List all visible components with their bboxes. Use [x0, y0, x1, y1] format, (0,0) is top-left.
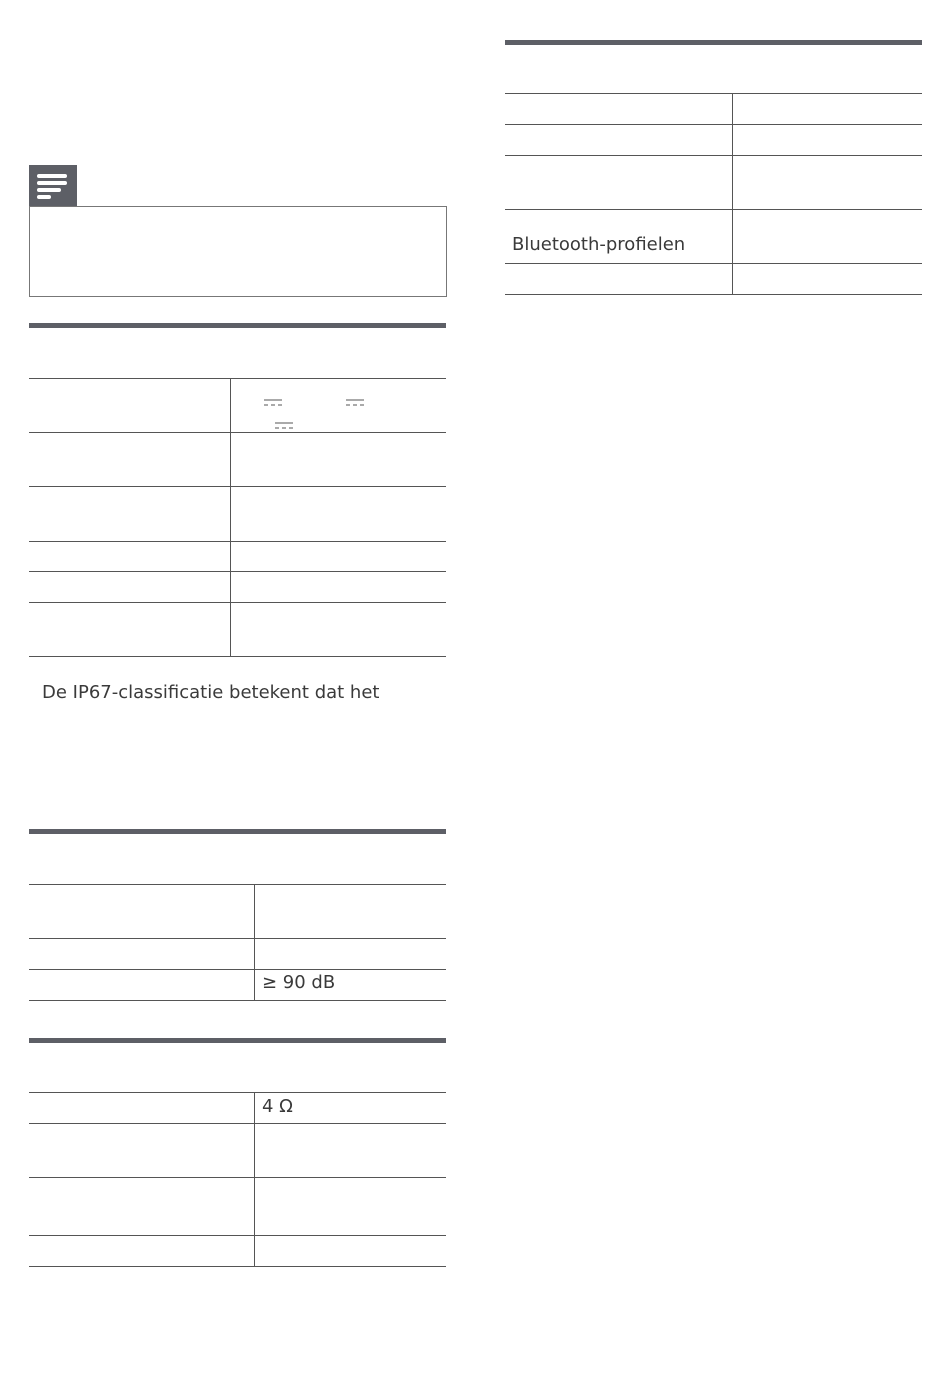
dc-symbol-icon	[264, 392, 282, 400]
table-row-divider	[29, 571, 446, 572]
section-rule-amplifier	[29, 829, 446, 834]
ip67-paragraph: De IP67-classificatie betekent dat het	[42, 682, 380, 703]
table-row-divider	[29, 938, 446, 939]
snr-value: ≥ 90 dB	[262, 972, 336, 993]
dc-symbol-icon	[275, 415, 293, 423]
table-row-divider	[505, 124, 922, 125]
table-column-divider	[254, 1092, 255, 1266]
impedance-value: 4 Ω	[262, 1096, 293, 1117]
table-row-divider	[29, 1123, 446, 1124]
table-row-divider	[29, 1266, 446, 1267]
table-row-divider	[29, 378, 446, 379]
table-column-divider	[732, 93, 733, 294]
note-icon	[29, 165, 77, 207]
section-rule-speakers	[29, 1038, 446, 1043]
table-row-divider	[29, 1177, 446, 1178]
dc-symbol-icon	[346, 392, 364, 400]
table-row-divider	[505, 294, 922, 295]
table-row-divider	[29, 432, 446, 433]
table-row-divider	[505, 263, 922, 264]
table-row-divider	[29, 1000, 446, 1001]
bluetooth-profiles-label: Bluetooth-profielen	[512, 234, 686, 255]
table-row-divider	[505, 93, 922, 94]
table-row-divider	[29, 884, 446, 885]
table-row-divider	[29, 1092, 446, 1093]
note-box	[29, 206, 447, 297]
table-column-divider	[230, 378, 231, 656]
table-column-divider	[254, 884, 255, 1000]
table-row-divider	[505, 155, 922, 156]
table-row-divider	[29, 602, 446, 603]
table-row-divider	[29, 541, 446, 542]
section-rule-power	[29, 323, 446, 328]
table-row-divider	[29, 1235, 446, 1236]
table-row-divider	[29, 969, 446, 970]
table-row-divider	[505, 209, 922, 210]
section-rule-bluetooth	[505, 40, 922, 45]
table-row-divider	[29, 656, 446, 657]
table-row-divider	[29, 486, 446, 487]
